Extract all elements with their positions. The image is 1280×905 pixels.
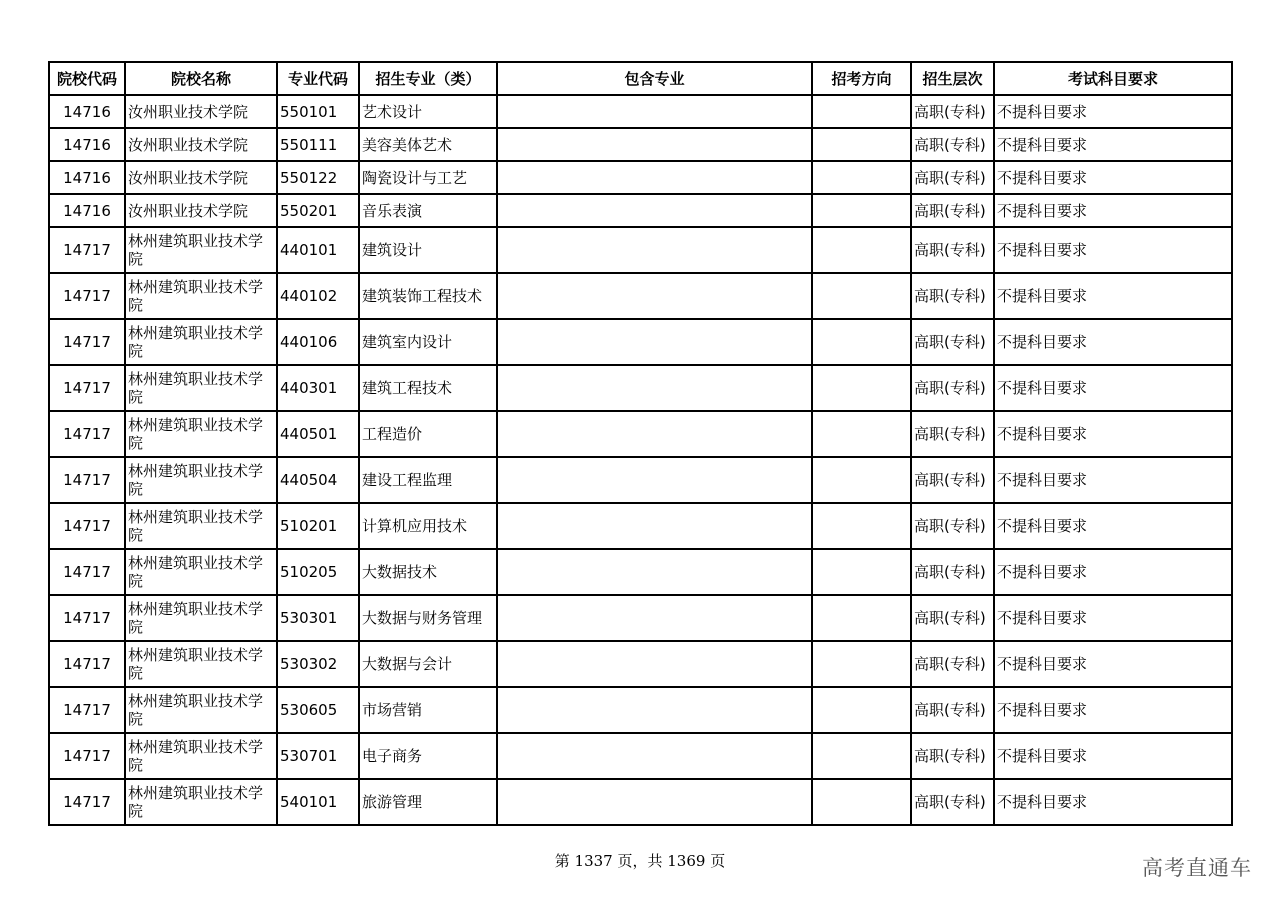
table-row [49, 549, 1232, 595]
cell-school-name: 林州建筑职业技术学院 [125, 733, 277, 779]
cell-level: 高职(专科) [911, 641, 994, 687]
cell-school-name: 林州建筑职业技术学院 [125, 687, 277, 733]
cell-direction [812, 319, 911, 365]
cell-direction [812, 273, 911, 319]
cell-school-code: 14717 [49, 503, 125, 549]
cell-subject-requirement: 不提科目要求 [994, 95, 1232, 128]
cell-direction [812, 194, 911, 227]
cell-level: 高职(专科) [911, 687, 994, 733]
cell-major: 大数据技术 [359, 549, 497, 595]
cell-school-code: 14717 [49, 779, 125, 825]
table-row [49, 194, 1232, 227]
cell-direction [812, 411, 911, 457]
header-subject-requirement: 考试科目要求 [994, 62, 1232, 95]
cell-major: 美容美体艺术 [359, 128, 497, 161]
cell-included-majors [497, 779, 812, 825]
cell-level: 高职(专科) [911, 411, 994, 457]
cell-included-majors [497, 457, 812, 503]
cell-subject-requirement: 不提科目要求 [994, 503, 1232, 549]
cell-major: 建筑装饰工程技术 [359, 273, 497, 319]
cell-included-majors [497, 128, 812, 161]
cell-major-code: 530701 [277, 733, 359, 779]
cell-subject-requirement: 不提科目要求 [994, 779, 1232, 825]
header-school-code: 院校代码 [49, 62, 125, 95]
cell-direction [812, 161, 911, 194]
cell-included-majors [497, 365, 812, 411]
cell-level: 高职(专科) [911, 457, 994, 503]
cell-major: 工程造价 [359, 411, 497, 457]
cell-level: 高职(专科) [911, 128, 994, 161]
cell-major-code: 440501 [277, 411, 359, 457]
cell-major-code: 440106 [277, 319, 359, 365]
cell-level: 高职(专科) [911, 779, 994, 825]
cell-subject-requirement: 不提科目要求 [994, 641, 1232, 687]
header-school-name: 院校名称 [125, 62, 277, 95]
cell-major: 大数据与财务管理 [359, 595, 497, 641]
cell-level: 高职(专科) [911, 273, 994, 319]
cell-level: 高职(专科) [911, 227, 994, 273]
table-row [49, 227, 1232, 273]
cell-major-code: 530605 [277, 687, 359, 733]
cell-level: 高职(专科) [911, 549, 994, 595]
cell-level: 高职(专科) [911, 319, 994, 365]
cell-major-code: 530301 [277, 595, 359, 641]
cell-major: 计算机应用技术 [359, 503, 497, 549]
cell-major: 电子商务 [359, 733, 497, 779]
cell-level: 高职(专科) [911, 595, 994, 641]
cell-major: 艺术设计 [359, 95, 497, 128]
cell-major: 建筑工程技术 [359, 365, 497, 411]
cell-level: 高职(专科) [911, 194, 994, 227]
cell-direction [812, 549, 911, 595]
cell-subject-requirement: 不提科目要求 [994, 733, 1232, 779]
cell-school-code: 14717 [49, 595, 125, 641]
cell-subject-requirement: 不提科目要求 [994, 128, 1232, 161]
table-row [49, 273, 1232, 319]
cell-direction [812, 641, 911, 687]
cell-direction [812, 733, 911, 779]
cell-subject-requirement: 不提科目要求 [994, 457, 1232, 503]
table-row [49, 641, 1232, 687]
cell-major-code: 550101 [277, 95, 359, 128]
cell-included-majors [497, 194, 812, 227]
header-level: 招生层次 [911, 62, 994, 95]
cell-major: 音乐表演 [359, 194, 497, 227]
cell-included-majors [497, 549, 812, 595]
cell-level: 高职(专科) [911, 503, 994, 549]
table-row [49, 365, 1232, 411]
table-row [49, 128, 1232, 161]
cell-major-code: 440101 [277, 227, 359, 273]
cell-major-code: 510201 [277, 503, 359, 549]
cell-direction [812, 457, 911, 503]
cell-school-name: 林州建筑职业技术学院 [125, 503, 277, 549]
cell-subject-requirement: 不提科目要求 [994, 365, 1232, 411]
cell-school-code: 14717 [49, 273, 125, 319]
table-row [49, 95, 1232, 128]
cell-included-majors [497, 227, 812, 273]
cell-school-code: 14717 [49, 319, 125, 365]
admissions-table [48, 61, 1233, 826]
cell-included-majors [497, 595, 812, 641]
cell-subject-requirement: 不提科目要求 [994, 411, 1232, 457]
cell-direction [812, 779, 911, 825]
table-row [49, 457, 1232, 503]
cell-included-majors [497, 273, 812, 319]
cell-school-code: 14717 [49, 411, 125, 457]
cell-major-code: 550111 [277, 128, 359, 161]
cell-major-code: 550122 [277, 161, 359, 194]
watermark-logo-text: 高考直通车 [1142, 856, 1252, 880]
cell-school-name: 林州建筑职业技术学院 [125, 411, 277, 457]
cell-major: 陶瓷设计与工艺 [359, 161, 497, 194]
cell-school-code: 14717 [49, 733, 125, 779]
cell-major-code: 530302 [277, 641, 359, 687]
cell-school-name: 汝州职业技术学院 [125, 128, 277, 161]
header-included-majors: 包含专业 [497, 62, 812, 95]
cell-school-code: 14716 [49, 161, 125, 194]
table-row [49, 687, 1232, 733]
cell-subject-requirement: 不提科目要求 [994, 687, 1232, 733]
cell-included-majors [497, 733, 812, 779]
cell-direction [812, 365, 911, 411]
cell-subject-requirement: 不提科目要求 [994, 273, 1232, 319]
cell-school-code: 14717 [49, 457, 125, 503]
header-major: 招生专业（类） [359, 62, 497, 95]
cell-included-majors [497, 641, 812, 687]
cell-included-majors [497, 161, 812, 194]
cell-direction [812, 687, 911, 733]
table-body [49, 95, 1232, 825]
table-header-row [49, 62, 1232, 95]
cell-direction [812, 95, 911, 128]
cell-school-name: 林州建筑职业技术学院 [125, 779, 277, 825]
cell-direction [812, 227, 911, 273]
cell-school-name: 林州建筑职业技术学院 [125, 641, 277, 687]
cell-subject-requirement: 不提科目要求 [994, 549, 1232, 595]
cell-major-code: 440504 [277, 457, 359, 503]
cell-school-name: 林州建筑职业技术学院 [125, 365, 277, 411]
cell-school-code: 14716 [49, 128, 125, 161]
cell-level: 高职(专科) [911, 161, 994, 194]
cell-school-code: 14717 [49, 641, 125, 687]
cell-major: 旅游管理 [359, 779, 497, 825]
cell-major: 大数据与会计 [359, 641, 497, 687]
cell-school-code: 14717 [49, 549, 125, 595]
cell-major-code: 440102 [277, 273, 359, 319]
cell-major: 建设工程监理 [359, 457, 497, 503]
cell-school-name: 林州建筑职业技术学院 [125, 595, 277, 641]
table-row [49, 503, 1232, 549]
cell-major: 建筑室内设计 [359, 319, 497, 365]
cell-included-majors [497, 687, 812, 733]
table-row [49, 733, 1232, 779]
table-row [49, 161, 1232, 194]
cell-school-code: 14717 [49, 687, 125, 733]
cell-school-code: 14716 [49, 194, 125, 227]
cell-direction [812, 595, 911, 641]
cell-level: 高职(专科) [911, 365, 994, 411]
cell-major-code: 440301 [277, 365, 359, 411]
header-direction: 招考方向 [812, 62, 911, 95]
cell-school-name: 林州建筑职业技术学院 [125, 549, 277, 595]
cell-major: 市场营销 [359, 687, 497, 733]
cell-subject-requirement: 不提科目要求 [994, 194, 1232, 227]
table-row [49, 779, 1232, 825]
cell-included-majors [497, 95, 812, 128]
cell-major-code: 550201 [277, 194, 359, 227]
cell-direction [812, 128, 911, 161]
cell-subject-requirement: 不提科目要求 [994, 227, 1232, 273]
cell-subject-requirement: 不提科目要求 [994, 319, 1232, 365]
cell-school-name: 林州建筑职业技术学院 [125, 457, 277, 503]
table-row [49, 411, 1232, 457]
cell-school-name: 汝州职业技术学院 [125, 161, 277, 194]
cell-school-name: 汝州职业技术学院 [125, 95, 277, 128]
cell-subject-requirement: 不提科目要求 [994, 161, 1232, 194]
cell-included-majors [497, 319, 812, 365]
cell-major-code: 540101 [277, 779, 359, 825]
table-row [49, 595, 1232, 641]
cell-school-name: 林州建筑职业技术学院 [125, 319, 277, 365]
cell-level: 高职(专科) [911, 95, 994, 128]
cell-subject-requirement: 不提科目要求 [994, 595, 1232, 641]
cell-included-majors [497, 411, 812, 457]
cell-included-majors [497, 503, 812, 549]
table-row [49, 319, 1232, 365]
cell-major: 建筑设计 [359, 227, 497, 273]
cell-direction [812, 503, 911, 549]
header-major-code: 专业代码 [277, 62, 359, 95]
page-number: 第 1337 页，共 1369 页 [554, 852, 726, 870]
cell-school-code: 14717 [49, 365, 125, 411]
cell-school-name: 汝州职业技术学院 [125, 194, 277, 227]
cell-school-name: 林州建筑职业技术学院 [125, 227, 277, 273]
cell-level: 高职(专科) [911, 733, 994, 779]
cell-school-name: 林州建筑职业技术学院 [125, 273, 277, 319]
cell-major-code: 510205 [277, 549, 359, 595]
cell-school-code: 14717 [49, 227, 125, 273]
cell-school-code: 14716 [49, 95, 125, 128]
